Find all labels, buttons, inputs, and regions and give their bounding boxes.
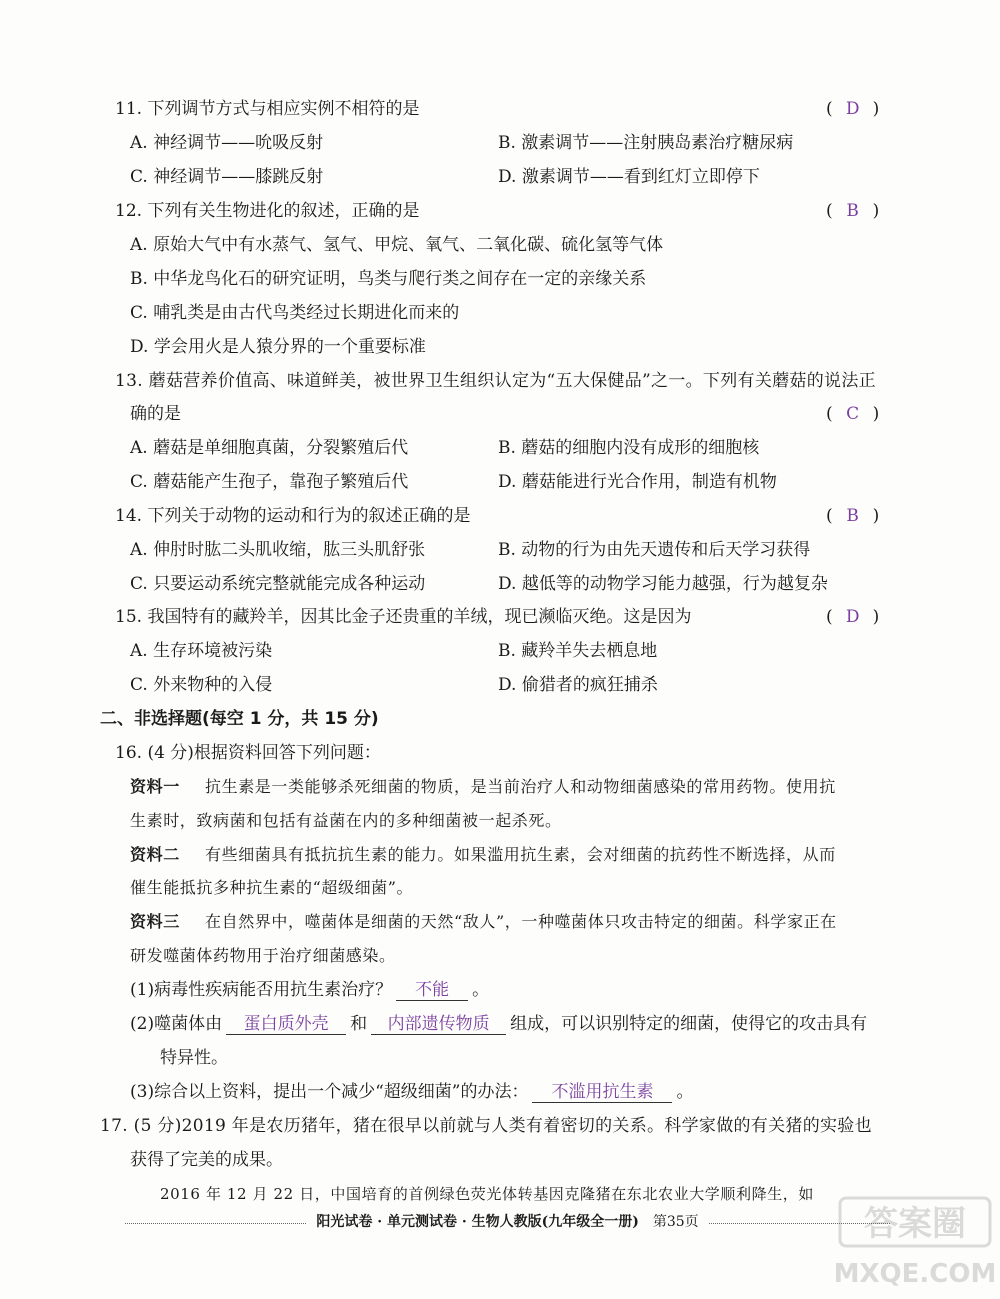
q13-option-c: C. 蘑菇能产生孢子，靠孢子繁殖后代 xyxy=(130,472,409,492)
q15-option-a: A. 生存环境被污染 xyxy=(130,641,273,661)
q12-option-a: A. 原始大气中有水蒸气、氢气、甲烷、氧气、二氧化碳、硫化氢等气体 xyxy=(130,235,664,255)
q13-option-b: B. 蘑菇的细胞内没有成形的细胞核 xyxy=(498,438,760,458)
q12-answer: ( B ) xyxy=(826,201,880,221)
q17-line1: 17. (5 分)2019 年是农历猪年，猪在很早以前就与人类有着密切的关系。科学家做的有关猪的实验也 xyxy=(100,1116,872,1136)
q16-sub3-answer: 不滥用抗生素 xyxy=(532,1082,672,1103)
q16-sub2-answer2: 内部遗传物质 xyxy=(371,1014,506,1035)
page-number: 第35页 xyxy=(652,1214,699,1230)
q11-option-d: D. 激素调节——看到红灯立即停下 xyxy=(498,167,760,187)
material3-line1: 在自然界中，噬菌体是细菌的天然“敌人”，一种噬菌体只攻击特定的细菌。科学家正在 xyxy=(205,912,837,931)
q13-option-d: D. 蘑菇能进行光合作用，制造有机物 xyxy=(498,472,777,492)
q16-sub2-line2: 特异性。 xyxy=(160,1048,228,1068)
q15-option-b: B. 藏羚羊失去栖息地 xyxy=(498,641,658,661)
q13-answer: ( C ) xyxy=(826,404,880,424)
q13-stem-line2: 确的是 xyxy=(130,404,181,424)
q16-sub3: (3)综合以上资料，提出一个减少“超级细菌”的办法： 不滥用抗生素 。 xyxy=(130,1082,694,1102)
material3-label: 资料三 xyxy=(130,912,180,931)
material1-line2: 生素时，致病菌和包括有益菌在内的多种细菌被一起杀死。 xyxy=(130,811,562,830)
q16-sub1: (1)病毒性疾病能否用抗生素治疗？ 不能 。 xyxy=(130,980,490,1000)
q11-answer: ( D ) xyxy=(826,99,880,119)
footer-dots-left xyxy=(125,1223,306,1224)
q15-option-c: C. 外来物种的入侵 xyxy=(130,675,273,695)
material2-label: 资料二 xyxy=(130,845,180,864)
material2-line1: 有些细菌具有抵抗抗生素的能力。如果滥用抗生素，会对细菌的抗药性不断选择，从而 xyxy=(205,845,836,864)
q15-stem: 15. 我国特有的藏羚羊，因其比金子还贵重的羊绒，现已濒临灭绝。这是因为 xyxy=(115,607,692,627)
q14-option-a: A. 伸肘时肱二头肌收缩，肱三头肌舒张 xyxy=(130,540,426,560)
q13-option-a: A. 蘑菇是单细胞真菌，分裂繁殖后代 xyxy=(130,438,409,458)
svg-text:答案圈: 答案圈 xyxy=(864,1204,966,1244)
q15-option-d: D. 偷猎者的疯狂捕杀 xyxy=(498,675,658,695)
q12-option-c: C. 哺乳类是由古代鸟类经过长期进化而来的 xyxy=(130,303,460,323)
q11-option-c: C. 神经调节——膝跳反射 xyxy=(130,167,324,187)
q17-line2: 获得了完美的成果。 xyxy=(130,1150,283,1170)
q15-answer: ( D ) xyxy=(826,607,880,627)
material1-label: 资料一 xyxy=(130,777,180,796)
q12-stem: 12. 下列有关生物进化的叙述，正确的是 xyxy=(115,201,420,221)
q14-option-b: B. 动物的行为由先天遗传和后天学习获得 xyxy=(498,540,811,560)
material3-line2: 研发噬菌体药物用于治疗细菌感染。 xyxy=(130,946,396,965)
q11-option-a: A. 神经调节——吮吸反射 xyxy=(130,133,324,153)
material1-line1: 抗生素是一类能够杀死细菌的物质，是当前治疗人和动物细菌感染的常用药物。使用抗 xyxy=(205,777,836,796)
q16-sub1-answer: 不能 xyxy=(396,980,468,1001)
q14-option-c: C. 只要运动系统完整就能完成各种运动 xyxy=(130,574,426,594)
q14-answer: ( B ) xyxy=(826,506,880,526)
material2-line2: 催生能抵抗多种抗生素的“超级细菌”。 xyxy=(130,878,414,897)
q17-line3: 2016 年 12 月 22 日，中国培育的首例绿色荧光体转基因克隆猪在东北农业大学顺利降生，如 xyxy=(160,1185,814,1203)
q11-stem: 11. 下列调节方式与相应实例不相符的是 xyxy=(115,99,420,119)
q14-stem: 14. 下列关于动物的运动和行为的叙述正确的是 xyxy=(115,506,471,526)
q13-stem-line1: 13. 蘑菇营养价值高、味道鲜美，被世界卫生组织认定为“五大保健品”之一。下列有关蘑菇的说法正 xyxy=(115,371,876,391)
q14-option-d: D. 越低等的动物学习能力越强，行为越复杂 xyxy=(498,574,828,594)
q16-sub2: (2)噬菌体由 蛋白质外壳 和 内部遗传物质 组成，可以识别特定的细菌，使得它的攻击具有 xyxy=(130,1014,868,1034)
page-footer xyxy=(115,1211,900,1231)
q12-option-b: B. 中华龙鸟化石的研究证明，鸟类与爬行类之间存在一定的亲缘关系 xyxy=(130,269,647,289)
q12-option-d: D. 学会用火是人猿分界的一个重要标准 xyxy=(130,337,426,357)
watermark-logo xyxy=(830,1190,1000,1295)
footer-text: 阳光试卷 · 单元测试卷 · 生物人教版(九年级全一册) xyxy=(316,1214,639,1230)
q16-stem: 16. (4 分)根据资料回答下列问题： xyxy=(115,743,381,763)
q11-option-b: B. 激素调节——注射胰岛素治疗糖尿病 xyxy=(498,133,794,153)
q16-sub2-answer1: 蛋白质外壳 xyxy=(226,1014,346,1035)
section-title: 二、非选择题(每空 1 分，共 15 分) xyxy=(100,709,379,729)
svg-text:MXQE.COM: MXQE.COM xyxy=(833,1259,997,1289)
